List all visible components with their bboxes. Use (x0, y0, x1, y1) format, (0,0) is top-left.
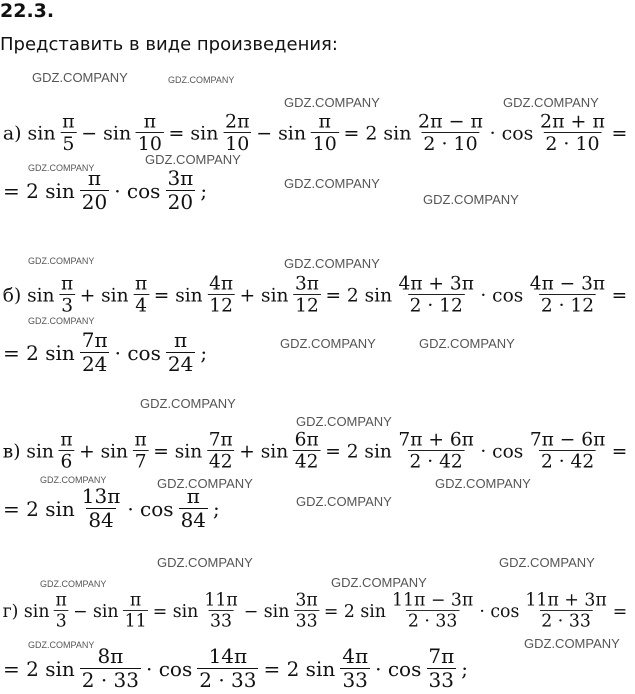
fraction-numerator: 7π (208, 427, 233, 451)
fraction-denominator: 24 (167, 352, 194, 376)
fraction-numerator: 3π (167, 166, 194, 190)
fraction-numerator: 3π (294, 271, 319, 295)
math-text: · cos (479, 600, 520, 621)
watermark: GDZ.COMPANY (280, 336, 376, 351)
fraction-denominator: 2 · 42 (409, 450, 463, 473)
fraction-numerator: π (318, 109, 331, 133)
fraction-numerator: π (61, 271, 74, 295)
fraction-denominator: 3 (61, 294, 74, 317)
equation-a-line-2 (0, 168, 210, 213)
fraction-numerator: 2π − π (418, 109, 483, 133)
fraction (390, 591, 475, 630)
math-text: = 2 sin (263, 656, 336, 681)
fraction-numerator: π (87, 166, 102, 190)
math-text: + sin (239, 439, 289, 462)
math-text: · cos (375, 656, 422, 681)
fraction-numerator: 7π − 6π (529, 427, 606, 451)
fraction-denominator: 11 (124, 610, 147, 631)
fraction (60, 111, 76, 154)
fraction-denominator: 2 · 10 (545, 132, 600, 155)
fraction-numerator: 11π − 3π (392, 589, 474, 611)
watermark: GDZ.COMPANY (503, 95, 599, 110)
fraction-denominator: 10 (312, 132, 337, 155)
fraction-numerator: π (134, 427, 147, 451)
math-text: = 2 sin (325, 439, 392, 462)
fraction-denominator: 20 (167, 190, 194, 214)
fraction-numerator: π (174, 328, 188, 352)
fraction-denominator: 10 (225, 132, 250, 155)
watermark: GDZ.COMPANY (423, 192, 519, 207)
fraction-numerator: 4π + 3π (398, 271, 474, 295)
fraction (416, 111, 485, 154)
math-text: а) sin (2, 121, 56, 144)
equation-v-line-2 (0, 486, 223, 531)
equation-b-line-2 (0, 330, 210, 375)
fraction-numerator: π (62, 109, 75, 133)
fraction (179, 486, 208, 531)
fraction (133, 271, 149, 317)
watermark: GDZ.COMPANY (419, 336, 515, 351)
math-text: ; (200, 340, 208, 365)
fraction (426, 646, 456, 691)
math-text: = (611, 283, 628, 306)
fraction-numerator: 13π (81, 484, 121, 508)
math-text: = 2 sin (3, 656, 75, 681)
math-text: = (611, 439, 628, 462)
math-text: · cos (480, 439, 524, 462)
fraction (136, 111, 164, 154)
watermark: GDZ.COMPANY (28, 256, 95, 266)
fraction-numerator: 8π (97, 644, 124, 668)
fraction-numerator: π (143, 109, 157, 133)
fraction-numerator: 11π (204, 589, 238, 611)
fraction-denominator: 4 (135, 294, 148, 317)
math-text: = sin (153, 283, 203, 306)
math-text: = 2 sin (3, 178, 75, 203)
watermark: GDZ.COMPANY (157, 476, 253, 491)
math-text: · cos (489, 121, 534, 144)
fraction (59, 271, 75, 317)
fraction-numerator: 7π (81, 328, 108, 352)
math-text: = (611, 121, 628, 144)
fraction-denominator: 2 · 33 (407, 610, 458, 631)
fraction-denominator: 7 (134, 450, 147, 473)
fraction (80, 330, 110, 375)
fraction (54, 591, 69, 630)
fraction (80, 486, 123, 531)
math-text: = sin (152, 600, 199, 621)
watermark: GDZ.COMPANY (168, 75, 235, 85)
fraction-numerator: 4π − 3π (529, 271, 606, 295)
equation-g-line-2 (0, 646, 471, 691)
math-text: = 2 sin (343, 121, 412, 144)
watermark: GDZ.COMPANY (435, 476, 531, 491)
watermark: GDZ.COMPANY (284, 95, 380, 110)
fraction-denominator: 2 · 42 (540, 450, 595, 473)
math-text: = (612, 600, 628, 621)
watermark: GDZ.COMPANY (524, 636, 620, 651)
watermark: GDZ.COMPANY (145, 152, 241, 167)
fraction (311, 111, 339, 154)
fraction (203, 591, 240, 630)
fraction (524, 591, 609, 630)
fraction (397, 427, 476, 473)
fraction (293, 271, 321, 317)
fraction-denominator: 42 (208, 450, 233, 473)
fraction (80, 646, 141, 691)
math-text: + sin (79, 283, 129, 306)
fraction-numerator: 14π (208, 644, 248, 668)
fraction-denominator: 2 · 33 (81, 668, 139, 692)
fraction (528, 427, 607, 473)
equation-g-line-1 (0, 591, 630, 630)
fraction-denominator: 3 (55, 610, 67, 631)
fraction-denominator: 33 (342, 668, 368, 692)
watermark: GDZ.COMPANY (157, 555, 253, 570)
fraction-denominator: 84 (88, 508, 114, 532)
fraction (165, 168, 195, 213)
math-text: в) sin (2, 439, 54, 462)
fraction-denominator: 2 · 10 (423, 132, 478, 155)
fraction-denominator: 6 (60, 450, 73, 473)
math-text: б) sin (2, 283, 55, 306)
fraction-denominator: 84 (180, 508, 207, 532)
watermark: GDZ.COMPANY (331, 575, 427, 590)
equation-v-line-1 (0, 427, 630, 473)
fraction-numerator: 6π (294, 427, 319, 451)
fraction (207, 271, 235, 317)
fraction (133, 427, 149, 473)
watermark: GDZ.COMPANY (28, 316, 95, 326)
fraction (528, 271, 607, 317)
fraction (59, 427, 75, 473)
fraction-numerator: 3π (295, 589, 318, 611)
watermark: GDZ.COMPANY (284, 256, 380, 271)
equation-a-line-1 (0, 111, 630, 154)
math-text: ; (200, 178, 208, 203)
fraction (197, 646, 258, 691)
fraction-denominator: 5 (62, 132, 75, 155)
math-text: = 2 sin (325, 283, 393, 306)
math-text: · cos (480, 283, 524, 306)
fraction (223, 111, 251, 154)
watermark: GDZ.COMPANY (32, 70, 128, 85)
fraction-denominator: 12 (295, 294, 319, 317)
math-text: · cos (127, 496, 174, 521)
equation-b-line-1 (0, 271, 630, 317)
math-text: − sin (256, 121, 307, 144)
fraction-numerator: 2π + π (540, 109, 605, 133)
fraction (166, 330, 195, 375)
fraction-denominator: 10 (137, 132, 162, 155)
fraction-numerator: π (186, 484, 200, 508)
fraction-numerator: π (129, 589, 142, 611)
fraction (80, 168, 109, 213)
fraction (293, 427, 321, 473)
task-statement: Представить в виде произведения: (0, 34, 338, 55)
fraction-numerator: π (55, 589, 67, 611)
fraction-denominator: 42 (294, 450, 319, 473)
fraction-denominator: 24 (81, 352, 108, 376)
fraction-denominator: 2 · 12 (540, 294, 595, 317)
fraction-denominator: 2 · 33 (199, 668, 257, 692)
fraction-numerator: π (135, 271, 148, 295)
math-text: = 2 sin (3, 496, 75, 521)
math-text: = 2 sin (323, 600, 386, 621)
fraction-denominator: 33 (428, 668, 454, 692)
math-text: · cos (146, 656, 193, 681)
math-text: = sin (153, 439, 203, 462)
watermark: GDZ.COMPANY (40, 579, 107, 589)
watermark: GDZ.COMPANY (296, 414, 392, 429)
math-text: ; (213, 496, 220, 521)
math-text: + sin (239, 283, 289, 306)
math-text: − sin (81, 121, 132, 144)
fraction (207, 427, 235, 473)
math-text: = 2 sin (3, 340, 75, 365)
watermark: GDZ.COMPANY (284, 176, 380, 191)
fraction-denominator: 20 (81, 190, 108, 214)
fraction-numerator: 7π (428, 644, 455, 668)
watermark: GDZ.COMPANY (40, 475, 107, 485)
fraction (538, 111, 607, 154)
fraction-numerator: 4π (209, 271, 234, 295)
fraction-denominator: 33 (295, 610, 318, 631)
fraction-numerator: 2π (225, 109, 250, 133)
fraction-numerator: 7π + 6π (398, 427, 474, 451)
math-text: г) sin (2, 600, 50, 621)
fraction-denominator: 33 (210, 610, 233, 631)
math-text: = sin (168, 121, 219, 144)
math-text: − sin (243, 600, 290, 621)
fraction (123, 591, 148, 630)
fraction-numerator: π (60, 427, 73, 451)
fraction-denominator: 2 · 33 (541, 610, 591, 631)
fraction-numerator: 4π (342, 644, 369, 668)
watermark: GDZ.COMPANY (296, 494, 392, 509)
watermark: GDZ.COMPANY (140, 396, 236, 411)
math-text: ; (461, 656, 468, 681)
fraction-denominator: 12 (209, 294, 233, 317)
watermark: GDZ.COMPANY (28, 640, 95, 650)
watermark: GDZ.COMPANY (499, 555, 595, 570)
watermark: GDZ.COMPANY (28, 163, 95, 173)
math-text: − sin (72, 600, 119, 621)
math-text: · cos (114, 178, 161, 203)
fraction (294, 591, 320, 630)
fraction-numerator: 11π + 3π (525, 589, 607, 611)
math-text: + sin (79, 439, 129, 462)
exercise-number: 22.3. (0, 0, 55, 22)
fraction-denominator: 2 · 12 (409, 294, 463, 317)
fraction (340, 646, 370, 691)
math-text: · cos (114, 340, 161, 365)
fraction (397, 271, 476, 317)
